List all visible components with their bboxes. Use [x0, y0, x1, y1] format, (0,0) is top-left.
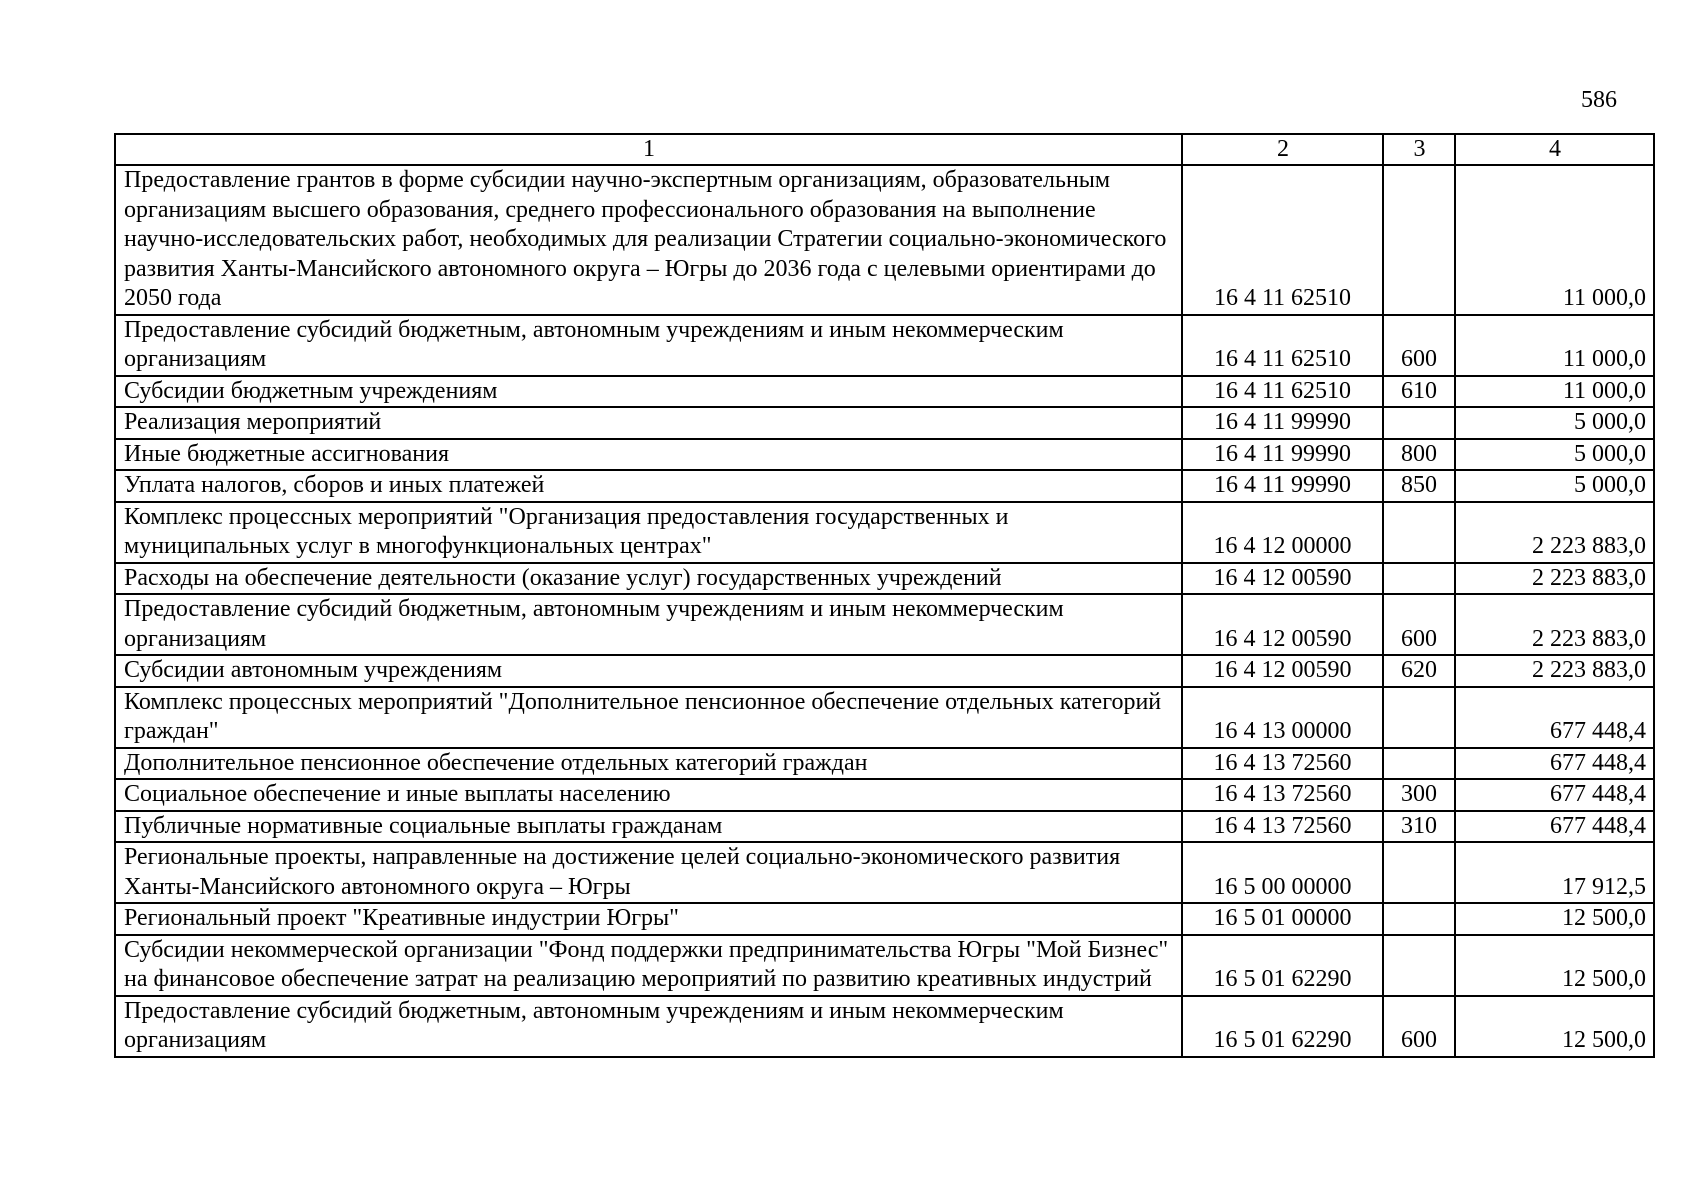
row-expense-type-cell [1383, 687, 1455, 748]
row-amount-cell: 5 000,0 [1455, 470, 1654, 502]
row-amount-cell: 2 223 883,0 [1455, 502, 1654, 563]
table-row [115, 470, 1654, 502]
table-row [115, 811, 1654, 843]
row-code-cell: 16 5 01 62290 [1182, 935, 1383, 996]
table-row [115, 687, 1654, 748]
table-row [115, 655, 1654, 687]
row-name-cell: Субсидии автономным учреждениям [115, 655, 1182, 687]
row-code-cell: 16 4 11 99990 [1182, 439, 1383, 471]
row-code-cell: 16 4 12 00590 [1182, 655, 1383, 687]
row-name-cell: Комплекс процессных мероприятий "Организация предоставления государственных и муниципальных услуг в многофункциональных центрах" [115, 502, 1182, 563]
table-header [115, 134, 1654, 165]
row-code-cell: 16 4 12 00590 [1182, 594, 1383, 655]
row-name-cell: Комплекс процессных мероприятий "Дополнительное пенсионное обеспечение отдельных категорий граждан" [115, 687, 1182, 748]
row-name-cell: Дополнительное пенсионное обеспечение отдельных категорий граждан [115, 748, 1182, 780]
row-code-cell: 16 4 11 99990 [1182, 470, 1383, 502]
row-amount-cell: 12 500,0 [1455, 935, 1654, 996]
table-row [115, 165, 1654, 315]
row-amount-cell: 677 448,4 [1455, 687, 1654, 748]
row-name-cell: Региональный проект "Креативные индустрии Югры" [115, 903, 1182, 935]
row-name-cell: Предоставление субсидий бюджетным, автономным учреждениям и иным некоммерческим организациям [115, 315, 1182, 376]
column-header-1: 1 [115, 134, 1182, 165]
row-name-cell: Уплата налогов, сборов и иных платежей [115, 470, 1182, 502]
row-expense-type-cell [1383, 407, 1455, 439]
row-name-cell: Предоставление грантов в форме субсидии научно-экспертным организациям, образовательным организациям высшего образования, среднего профессионального образования на выполнение научно-исследовательских работ, необходимых для реализации Стратегии социально-экономического развития Ханты-Мансийского автономного округа – Югры до 2036 года с целевыми ориентирами до 2050 года [115, 165, 1182, 315]
row-name-cell: Расходы на обеспечение деятельности (оказание услуг) государственных учреждений [115, 563, 1182, 595]
row-code-cell: 16 4 11 62510 [1182, 376, 1383, 408]
table-row [115, 903, 1654, 935]
row-expense-type-cell: 610 [1383, 376, 1455, 408]
row-expense-type-cell [1383, 502, 1455, 563]
table-row [115, 502, 1654, 563]
row-code-cell: 16 4 13 72560 [1182, 748, 1383, 780]
row-name-cell: Социальное обеспечение и иные выплаты населению [115, 779, 1182, 811]
row-expense-type-cell [1383, 842, 1455, 903]
row-expense-type-cell: 850 [1383, 470, 1455, 502]
table-row [115, 935, 1654, 996]
table-row [115, 779, 1654, 811]
row-amount-cell: 5 000,0 [1455, 439, 1654, 471]
row-code-cell: 16 4 13 72560 [1182, 811, 1383, 843]
budget-table [114, 133, 1655, 1058]
row-expense-type-cell: 300 [1383, 779, 1455, 811]
table-row [115, 315, 1654, 376]
row-name-cell: Региональные проекты, направленные на достижение целей социально-экономического развития Ханты-Мансийского автономного округа – Югры [115, 842, 1182, 903]
row-amount-cell: 677 448,4 [1455, 811, 1654, 843]
row-expense-type-cell [1383, 935, 1455, 996]
table-row [115, 842, 1654, 903]
row-expense-type-cell: 620 [1383, 655, 1455, 687]
table-row [115, 407, 1654, 439]
row-expense-type-cell [1383, 165, 1455, 315]
row-code-cell: 16 4 12 00000 [1182, 502, 1383, 563]
row-amount-cell: 11 000,0 [1455, 376, 1654, 408]
row-amount-cell: 17 912,5 [1455, 842, 1654, 903]
row-amount-cell: 677 448,4 [1455, 779, 1654, 811]
row-name-cell: Предоставление субсидий бюджетным, автономным учреждениям и иным некоммерческим организациям [115, 594, 1182, 655]
column-header-4: 4 [1455, 134, 1654, 165]
table-row [115, 563, 1654, 595]
row-code-cell: 16 4 13 00000 [1182, 687, 1383, 748]
row-amount-cell: 11 000,0 [1455, 315, 1654, 376]
column-header-2: 2 [1182, 134, 1383, 165]
row-expense-type-cell [1383, 903, 1455, 935]
row-name-cell: Публичные нормативные социальные выплаты гражданам [115, 811, 1182, 843]
row-expense-type-cell: 600 [1383, 315, 1455, 376]
table-row [115, 748, 1654, 780]
table-row [115, 594, 1654, 655]
row-amount-cell: 677 448,4 [1455, 748, 1654, 780]
row-code-cell: 16 4 12 00590 [1182, 563, 1383, 595]
row-code-cell: 16 4 11 62510 [1182, 315, 1383, 376]
row-code-cell: 16 5 01 62290 [1182, 996, 1383, 1057]
table-row [115, 996, 1654, 1057]
row-expense-type-cell: 800 [1383, 439, 1455, 471]
row-code-cell: 16 5 01 00000 [1182, 903, 1383, 935]
row-code-cell: 16 5 00 00000 [1182, 842, 1383, 903]
row-name-cell: Предоставление субсидий бюджетным, автономным учреждениям и иным некоммерческим организациям [115, 996, 1182, 1057]
row-amount-cell: 12 500,0 [1455, 903, 1654, 935]
row-expense-type-cell [1383, 748, 1455, 780]
row-code-cell: 16 4 13 72560 [1182, 779, 1383, 811]
row-name-cell: Субсидии бюджетным учреждениям [115, 376, 1182, 408]
row-name-cell: Иные бюджетные ассигнования [115, 439, 1182, 471]
table-body [115, 165, 1654, 1057]
row-amount-cell: 5 000,0 [1455, 407, 1654, 439]
row-amount-cell: 2 223 883,0 [1455, 655, 1654, 687]
column-header-3: 3 [1383, 134, 1455, 165]
row-amount-cell: 2 223 883,0 [1455, 594, 1654, 655]
page-number: 586 [1581, 87, 1617, 113]
row-expense-type-cell: 310 [1383, 811, 1455, 843]
row-expense-type-cell: 600 [1383, 594, 1455, 655]
row-amount-cell: 2 223 883,0 [1455, 563, 1654, 595]
row-code-cell: 16 4 11 99990 [1182, 407, 1383, 439]
row-code-cell: 16 4 11 62510 [1182, 165, 1383, 315]
row-name-cell: Субсидии некоммерческой организации "Фонд поддержки предпринимательства Югры "Мой Бизнес" на финансовое обеспечение затрат на реализацию мероприятий по развитию креативных индустрий [115, 935, 1182, 996]
row-amount-cell: 11 000,0 [1455, 165, 1654, 315]
row-expense-type-cell [1383, 563, 1455, 595]
table-row [115, 439, 1654, 471]
table-row [115, 376, 1654, 408]
row-name-cell: Реализация мероприятий [115, 407, 1182, 439]
row-expense-type-cell: 600 [1383, 996, 1455, 1057]
row-amount-cell: 12 500,0 [1455, 996, 1654, 1057]
header-row [115, 134, 1654, 165]
